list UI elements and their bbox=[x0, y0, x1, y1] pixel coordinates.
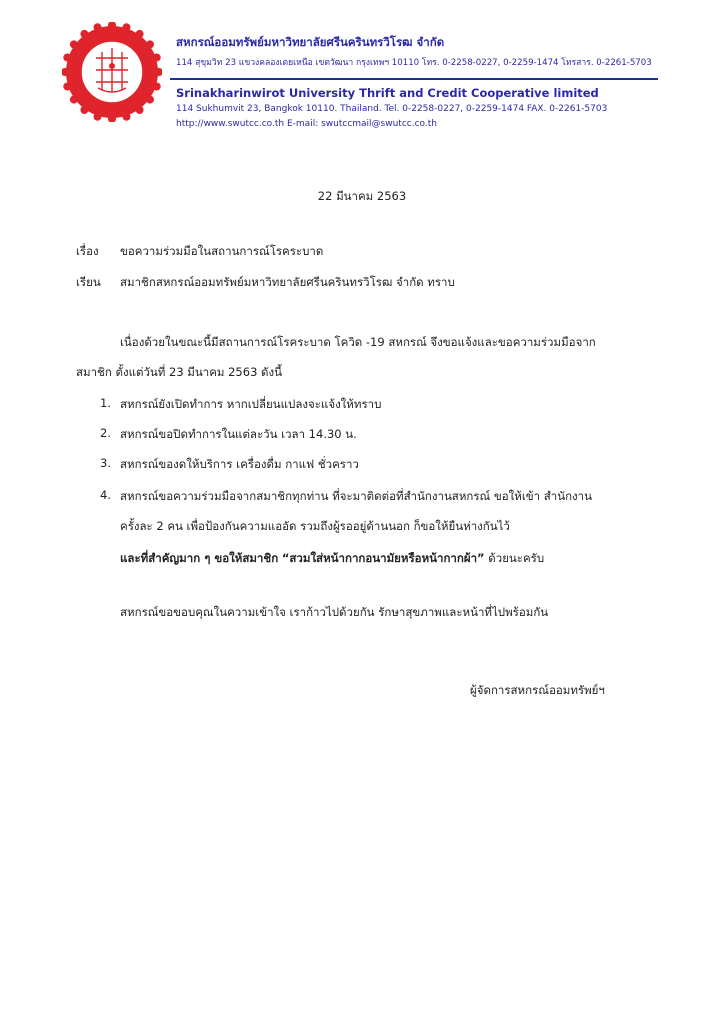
list-item-text: สหกรณ์ยังเปิดทำการ หากเปลี่ยนแปลงจะแจ้งให้ทราบ bbox=[120, 397, 382, 411]
cooperative-address-english: 114 Sukhumvit 23, Bangkok 10110. Thailand. Tel. 0-2258-0227, 0-2259-1474 FAX. 0-2261-5703 bbox=[176, 104, 608, 114]
important-suffix: ด้วยนะครับ bbox=[484, 551, 545, 565]
subject-text: ขอความร่วมมือในสถานการณ์โรคระบาด bbox=[120, 244, 324, 258]
cooperative-name-english: Srinakharinwirot University Thrift and Credit Cooperative limited bbox=[176, 86, 599, 100]
cooperative-name-thai: สหกรณ์ออมทรัพย์มหาวิทยาลัยศรีนครินทรวิโรฒ จำกัด bbox=[176, 35, 445, 49]
list-item-text: สหกรณ์ขอปิดทำการในแต่ละวัน เวลา 14.30 น. bbox=[120, 427, 357, 441]
letter-date: 22 มีนาคม 2563 bbox=[317, 189, 407, 203]
cooperative-web-email[interactable]: http://www.swutcc.co.th E-mail: swutccmail@swutcc.co.th bbox=[176, 119, 437, 129]
list-item-number: 3. bbox=[100, 456, 111, 470]
cooperative-logo bbox=[62, 22, 162, 122]
recipient-text: สมาชิกสหกรณ์ออมทรัพย์มหาวิทยาลัยศรีนครินทรวิโรฒ จำกัด ทราบ bbox=[120, 275, 455, 289]
list-item-number: 1. bbox=[100, 396, 111, 410]
signature-title: ผู้จัดการสหกรณ์ออมทรัพย์ฯ bbox=[470, 683, 605, 697]
cooperative-address-thai: 114 สุขุมวิท 23 แขวงคลองเตยเหนือ เขตวัฒนา กรุงเทพฯ 10110 โทร. 0-2258-0227, 0-2259-1474 โทรสาร. 0-2261-5703 bbox=[176, 58, 652, 68]
header-divider bbox=[170, 78, 658, 80]
list-item-text: สหกรณ์ของดให้บริการ เครื่องดื่ม กาแฟ ชั่วคราว bbox=[120, 457, 359, 471]
important-prefix: และที่สำคัญมาก ๆ ขอให้สมาชิก bbox=[120, 551, 279, 565]
list-item-text: สหกรณ์ขอความร่วมมือจากสมาชิกทุกท่าน ที่จะมาติดต่อที่สำนักงานสหกรณ์ ขอให้เข้า สำนักงาน bbox=[120, 489, 592, 503]
closing-paragraph: สหกรณ์ขอขอบคุณในความเข้าใจ เราก้าวไปด้วยกัน รักษาสุขภาพและหน้าที่ไปพร้อมกัน bbox=[120, 605, 549, 619]
list-item-number: 4. bbox=[100, 488, 111, 502]
important-quote: “สวมใส่หน้ากากอนามัยหรือหน้ากากผ้า” bbox=[281, 551, 485, 565]
recipient-label: เรียน bbox=[76, 275, 101, 289]
intro-line-1: เนื่องด้วยในขณะนี้มีสถานการณ์โรคระบาด โควิด -19 สหกรณ์ จึงขอแจ้งและขอความร่วมมือจาก bbox=[120, 335, 596, 349]
list-item-continuation: ครั้งละ 2 คน เพื่อป้องกันความแออัด รวมถึงผู้รออยู่ด้านนอก ก็ขอให้ยืนห่างกันไว้ bbox=[120, 519, 510, 533]
subject-label: เรื่อง bbox=[76, 244, 99, 258]
cooperative-seal-icon bbox=[62, 22, 162, 122]
list-item-number: 2. bbox=[100, 426, 111, 440]
intro-line-2: สมาชิก ตั้งแต่วันที่ 23 มีนาคม 2563 ดังนี้ bbox=[76, 365, 282, 379]
important-notice bbox=[120, 550, 544, 568]
